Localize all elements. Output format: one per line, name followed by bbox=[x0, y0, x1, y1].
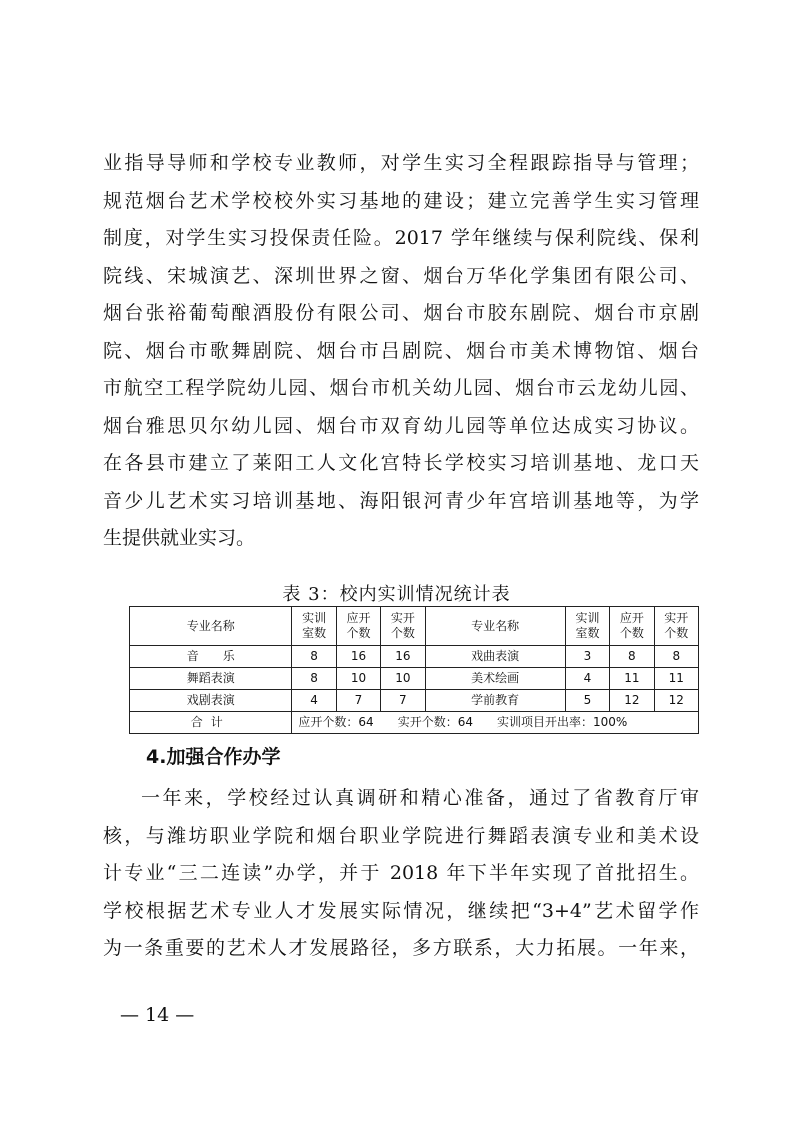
header-rooms-line2: 室数 bbox=[575, 626, 600, 640]
cell-major: 美术绘画 bbox=[425, 668, 565, 690]
table-caption: 表 3：校内实训情况统计表 bbox=[282, 584, 511, 605]
header-planned-right bbox=[610, 607, 654, 646]
text-line: 音少儿艺术实习培训基地、海阳银河青少年宫培训基地等，为学 bbox=[103, 489, 699, 512]
text-line: 学校根据艺术专业人才发展实际情况，继续把“3+4”艺术留学作 bbox=[103, 899, 699, 922]
table-row bbox=[130, 690, 699, 712]
header-actual-line1: 实开 bbox=[390, 611, 415, 625]
header-actual bbox=[381, 607, 425, 646]
table-header-row bbox=[130, 607, 699, 646]
header-planned bbox=[336, 607, 380, 646]
cell-major: 戏剧表演 bbox=[130, 690, 292, 712]
text-line: 市航空工程学院幼儿园、烟台市机关幼儿园、烟台市云龙幼儿园、 bbox=[103, 377, 699, 399]
text-line: 核，与潍坊职业学院和烟台职业学院进行舞蹈表演专业和美术设 bbox=[103, 824, 699, 847]
header-planned-line1: 应开 bbox=[619, 611, 644, 625]
cell-major: 学前教育 bbox=[425, 690, 565, 712]
cell-planned: 8 bbox=[610, 646, 654, 668]
header-rooms-line1: 实训 bbox=[575, 611, 600, 625]
cell-rooms: 4 bbox=[565, 668, 609, 690]
cell-actual: 8 bbox=[654, 646, 698, 668]
text-line: 院线、宋城演艺、深圳世界之窗、烟台万华化学集团有限公司、 bbox=[103, 264, 699, 287]
text-line: 计专业“三二连读”办学，并于 2018 年下半年实现了首批招生。 bbox=[103, 862, 699, 884]
page-number: — 14 — bbox=[120, 1004, 195, 1026]
training-stats-table bbox=[129, 606, 699, 734]
text-line: 规范烟台艺术学校校外实习基地的建设；建立完善学生实习管理 bbox=[103, 189, 699, 212]
header-actual-line2: 个数 bbox=[664, 626, 689, 640]
cell-major: 舞蹈表演 bbox=[130, 668, 292, 690]
cell-planned: 10 bbox=[336, 668, 380, 690]
cell-major: 音 乐 bbox=[130, 646, 292, 668]
section-heading: 4.加强合作办学 bbox=[146, 746, 281, 768]
cell-rooms: 3 bbox=[565, 646, 609, 668]
total-summary: 应开个数：64 实开个数：64 实训项目开出率：100% bbox=[292, 712, 699, 734]
table-row bbox=[130, 646, 699, 668]
total-label: 合计 bbox=[130, 712, 292, 734]
cell-actual: 16 bbox=[381, 646, 425, 668]
text-line: 为一条重要的艺术人才发展路径，多方联系，大力拓展。一年来， bbox=[103, 937, 699, 959]
text-line: 烟台雅思贝尔幼儿园、烟台市双育幼儿园等单位达成实习协议。 bbox=[103, 414, 699, 437]
paragraph-cooperation bbox=[103, 780, 699, 968]
header-actual-right bbox=[654, 607, 698, 646]
header-rooms-line2: 室数 bbox=[302, 626, 327, 640]
table-total-row bbox=[130, 712, 699, 734]
cell-actual: 10 bbox=[381, 668, 425, 690]
cell-planned: 7 bbox=[336, 690, 380, 712]
cell-planned: 11 bbox=[610, 668, 654, 690]
text-line: 业指导导师和学校专业教师，对学生实习全程跟踪指导与管理； bbox=[103, 152, 699, 174]
text-line: 在各县市建立了莱阳工人文化宫特长学校实习培训基地、龙口天 bbox=[103, 452, 699, 474]
paragraph-internship bbox=[103, 145, 699, 558]
cell-rooms: 4 bbox=[292, 690, 336, 712]
cell-planned: 16 bbox=[336, 646, 380, 668]
header-planned-line2: 个数 bbox=[346, 626, 371, 640]
cell-rooms: 8 bbox=[292, 668, 336, 690]
text-line: 制度，对学生实习投保责任险。2017 学年继续与保利院线、保利 bbox=[103, 227, 699, 249]
cell-planned: 12 bbox=[610, 690, 654, 712]
cell-rooms: 8 bbox=[292, 646, 336, 668]
header-actual-line2: 个数 bbox=[390, 626, 415, 640]
header-rooms-right bbox=[565, 607, 609, 646]
header-planned-line2: 个数 bbox=[619, 626, 644, 640]
header-name: 专业名称 bbox=[130, 607, 292, 646]
header-rooms bbox=[292, 607, 336, 646]
text-line: 一年来，学校经过认真调研和精心准备，通过了省教育厅审 bbox=[141, 787, 699, 809]
text-line: 烟台张裕葡萄酿酒股份有限公司、烟台市胶东剧院、烟台市京剧 bbox=[103, 302, 699, 324]
text-line: 生提供就业实习。 bbox=[103, 527, 256, 549]
cell-major: 戏曲表演 bbox=[425, 646, 565, 668]
header-planned-line1: 应开 bbox=[346, 611, 371, 625]
header-name-right: 专业名称 bbox=[425, 607, 565, 646]
cell-actual: 12 bbox=[654, 690, 698, 712]
cell-rooms: 5 bbox=[565, 690, 609, 712]
header-rooms-line1: 实训 bbox=[302, 611, 327, 625]
header-actual-line1: 实开 bbox=[664, 611, 689, 625]
table-row bbox=[130, 668, 699, 690]
text-line: 院、烟台市歌舞剧院、烟台市吕剧院、烟台市美术博物馆、烟台 bbox=[103, 339, 699, 362]
cell-actual: 7 bbox=[381, 690, 425, 712]
cell-actual: 11 bbox=[654, 668, 698, 690]
